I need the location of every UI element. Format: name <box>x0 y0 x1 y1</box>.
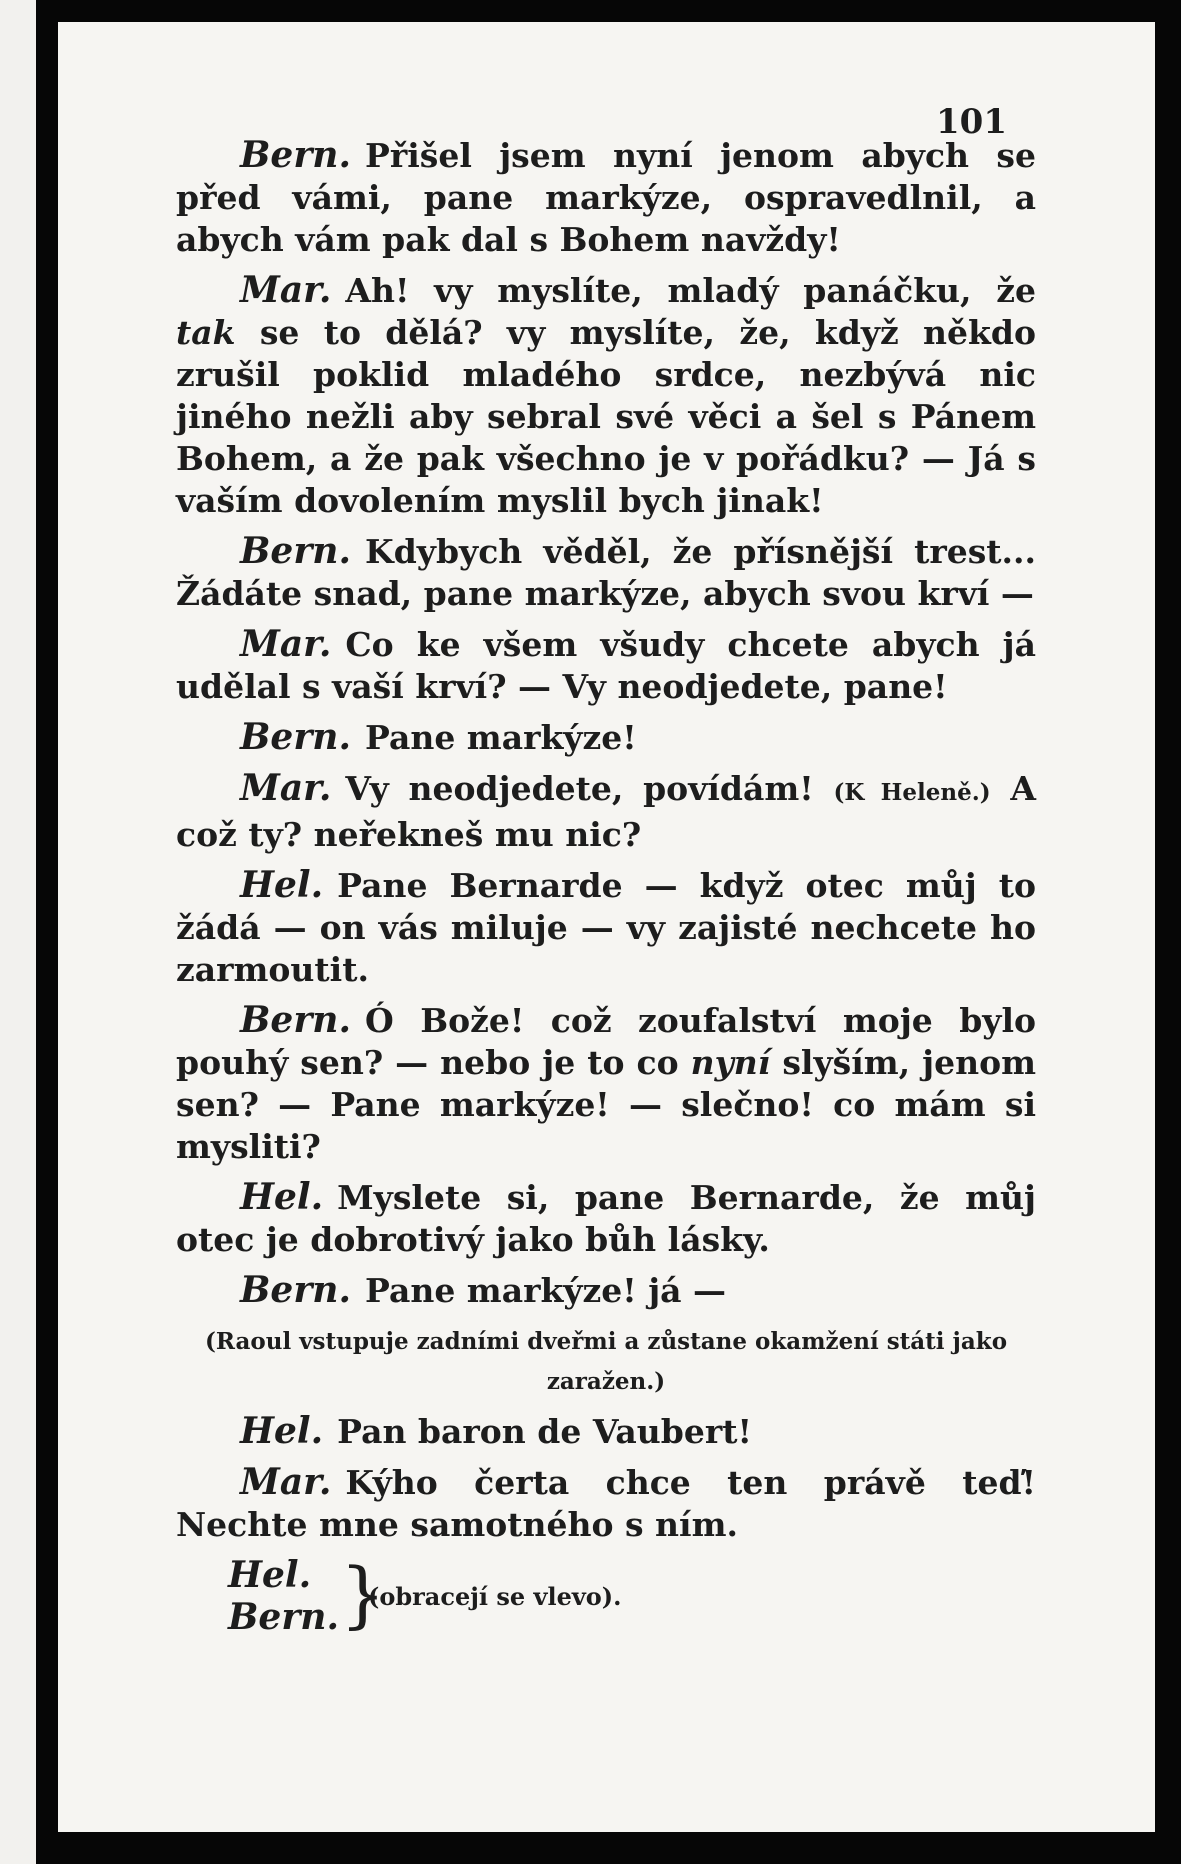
joint-stage-direction <box>228 1554 1036 1644</box>
dialogue-text: Vy neodjedete, povídám! <box>345 769 834 808</box>
dialogue-text: Pan baron de Vaubert! <box>337 1412 752 1451</box>
inline-stage-direction: (K Heleně.) <box>833 779 991 806</box>
stage-direction: (Raoul vstupuje zadními dveřmi a zůstane okamžení státi jako zaražen.) <box>204 1328 1008 1395</box>
dialogue-text: Pane markýze! <box>365 718 637 757</box>
dialogue-text: slyším, jenom sen? — Pane markýze! — slečno! co mám si mysliti? <box>176 1043 1037 1166</box>
paragraph-1 <box>176 134 1036 261</box>
speaker-name: Bern. <box>240 716 352 758</box>
speaker-name: Hel. <box>228 1554 312 1596</box>
paragraph-2 <box>176 269 1036 522</box>
dialogue-text: Přišel jsem nyní jenom abych se před vámi, pane markýze, ospravedlnil, a abych vám pak dal s Bohem navždy! <box>176 136 1036 259</box>
speaker-name: Hel. <box>240 1410 324 1452</box>
speaker-name: Bern. <box>240 999 352 1041</box>
paragraph-11 <box>176 1410 1036 1453</box>
emphasized-word: nyní <box>690 1043 771 1082</box>
speaker-name: Hel. <box>240 864 324 906</box>
emphasized-word: tak <box>176 313 236 352</box>
paragraph-9 <box>176 1176 1036 1261</box>
bracket-speakers <box>228 1554 339 1638</box>
book-page <box>58 22 1155 1832</box>
speaker-name: Bern. <box>240 134 352 176</box>
speaker-name: Mar. <box>240 1461 332 1503</box>
speaker-name: Bern. <box>240 1269 352 1311</box>
bracket-direction-text: (obracejí se vlevo). <box>368 1582 622 1611</box>
dialogue-text: Pane markýze! já — <box>365 1271 727 1310</box>
speaker-name: Mar. <box>240 269 332 311</box>
page-number: 101 <box>936 102 1007 142</box>
dialogue-text: Kdybych věděl, že přísnější trest... Žádáte snad, pane markýze, abych svou krví — <box>176 532 1036 613</box>
speaker-name: Mar. <box>240 623 332 665</box>
paragraph-6 <box>176 767 1036 856</box>
paragraph-12 <box>176 1461 1036 1546</box>
speaker-name: Mar. <box>240 767 332 809</box>
dialogue-text: Ó Bože! což zoufalství moje bylo pouhý sen? — nebo je to co <box>176 1001 1036 1082</box>
dialogue-text: Kýho čerta chce ten právě teď! Nechte mne samotného s ním. <box>176 1463 1036 1544</box>
dialogue-text: Myslete si, pane Bernarde, že můj otec je dobrotivý jako bůh lásky. <box>176 1178 1036 1259</box>
speaker-name: Hel. <box>240 1176 324 1218</box>
paragraph-3 <box>176 530 1036 615</box>
paragraph-4 <box>176 623 1036 708</box>
dialogue-text: Co ke všem všudy chcete abych já udělal s vaší krví? — Vy neodjedete, pane! <box>176 625 1036 706</box>
dialogue-text: Ah! vy myslíte, mladý panáčku, že <box>345 271 1036 310</box>
dialogue-text: A což ty? neřekneš mu nic? <box>176 769 1036 854</box>
page-text <box>176 134 1036 1644</box>
speaker-name: Bern. <box>240 530 352 572</box>
curly-brace-icon: } <box>340 1552 386 1636</box>
speaker-name: Bern. <box>228 1596 340 1638</box>
dialogue-text: se to dělá? vy myslíte, že, když někdo zrušil poklid mladého srdce, nezbývá nic jiného nežli aby sebral své věci a šel s Pánem Bohem, a že pak všechno je v pořádku? — Já s vaším dovolením myslil bych jinak! <box>176 313 1036 520</box>
paragraph-5 <box>176 716 1036 759</box>
paragraph-10 <box>176 1269 1036 1312</box>
dialogue-text: Pane Bernarde — když otec můj to žádá — on vás miluje — vy zajisté nechcete ho zarmoutit. <box>176 866 1036 989</box>
paragraph-7 <box>176 864 1036 991</box>
paragraph-8 <box>176 999 1036 1168</box>
previous-page-edge <box>0 0 36 1864</box>
